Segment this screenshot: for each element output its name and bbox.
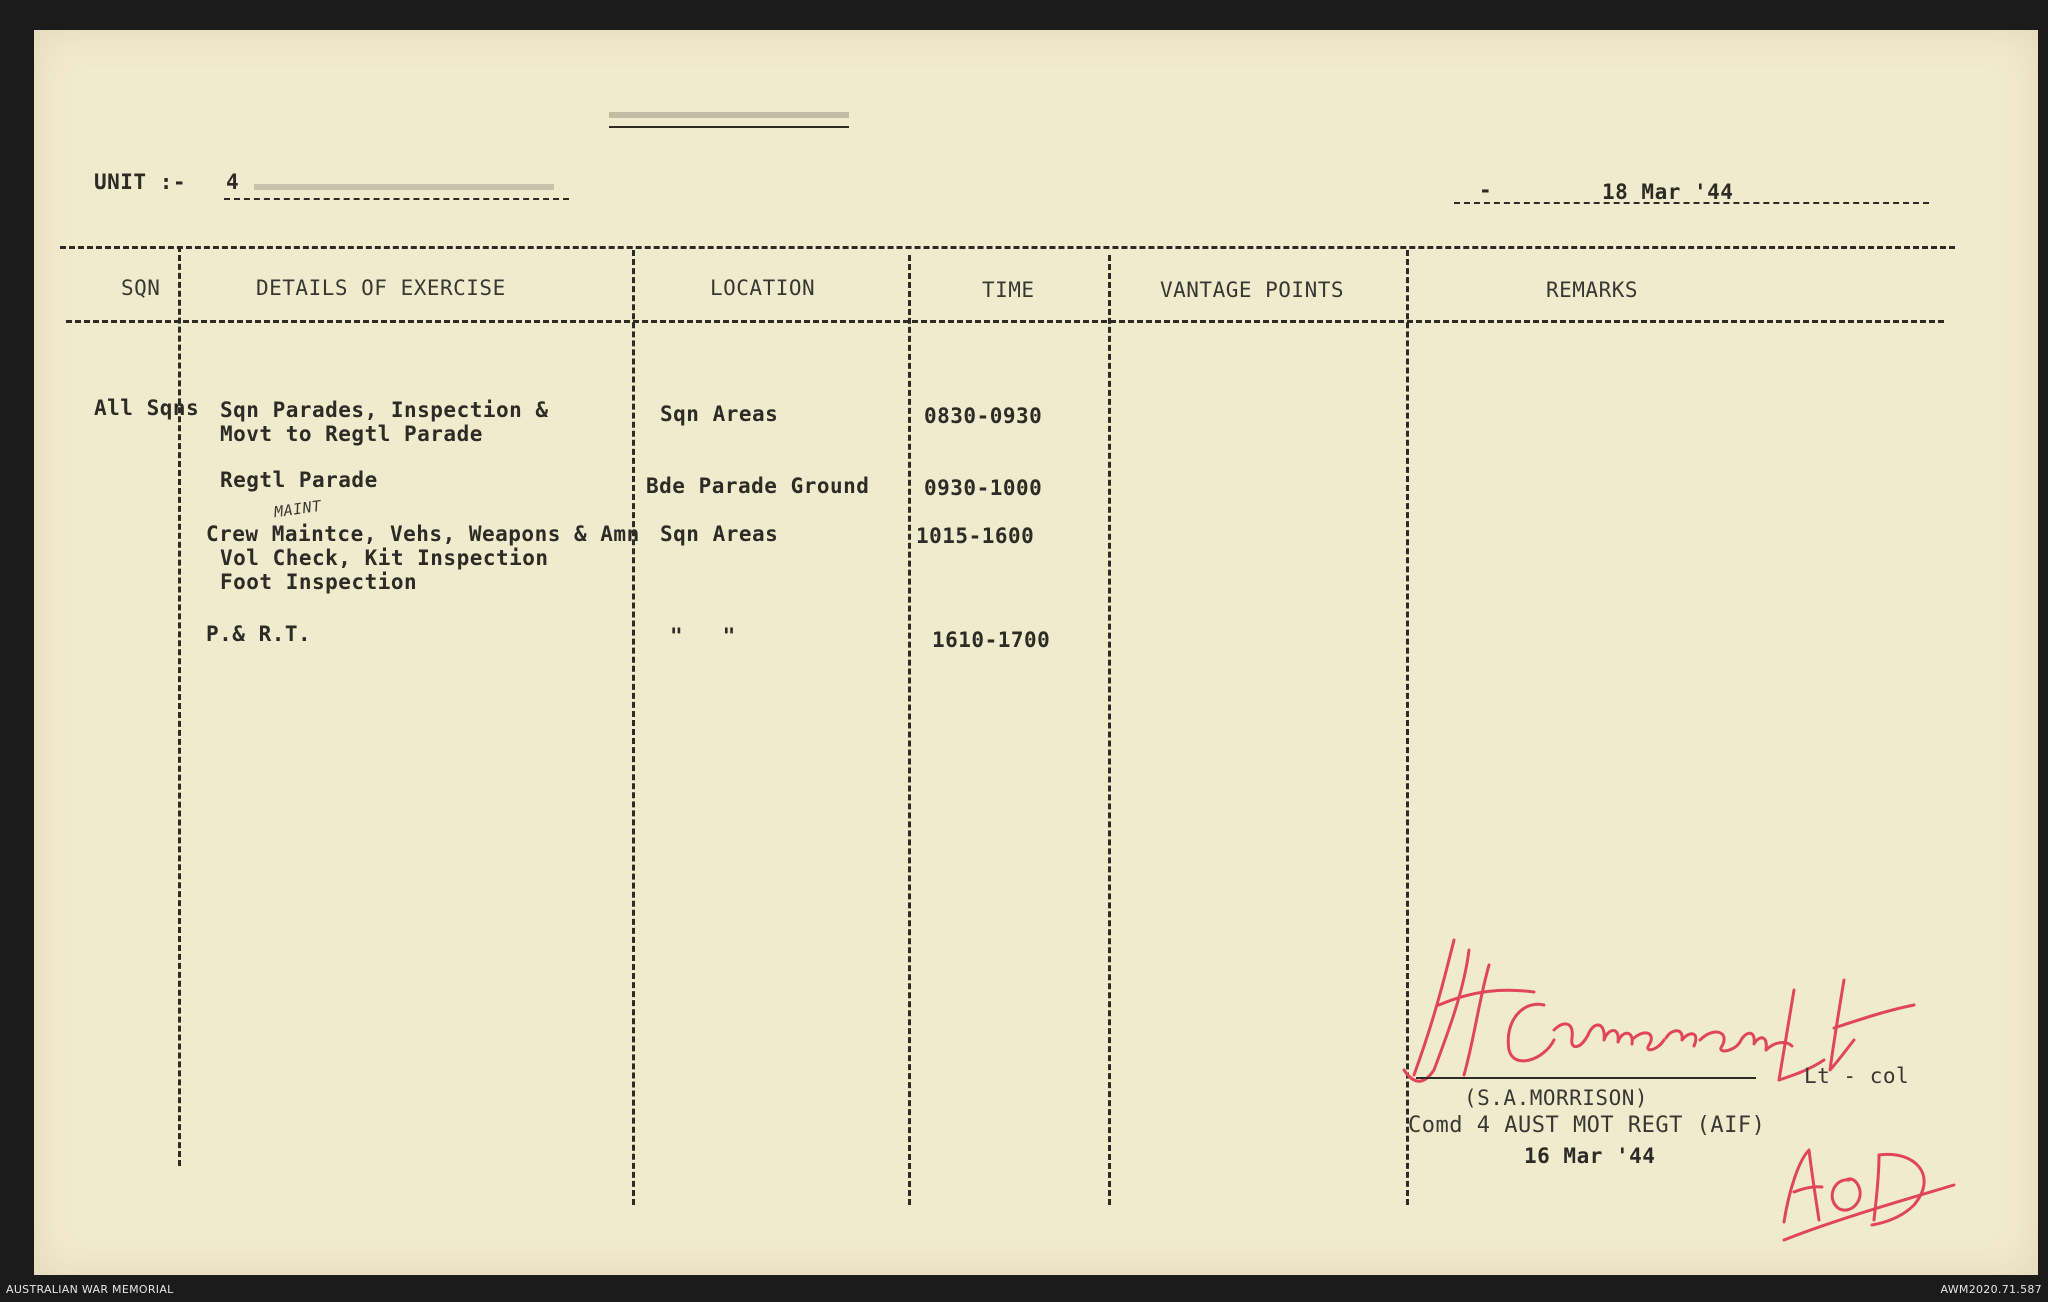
column-divider-3 [908, 255, 911, 1205]
row1-details-line2: Movt to Regtl Parade [220, 422, 483, 446]
signature-date: 16 Mar '44 [1524, 1144, 1656, 1168]
table-top-rule [60, 246, 1955, 249]
header-location: LOCATION [710, 276, 816, 300]
date-prefix: - [1479, 178, 1493, 202]
row1-location: Sqn Areas [660, 402, 779, 426]
table-header-rule [66, 320, 1944, 323]
unit-label: UNIT :- [94, 170, 187, 194]
row4-details-line1: P.& R.T. [206, 622, 312, 646]
row2-details-line1: Regtl Parade [220, 468, 378, 492]
column-divider-4 [1108, 255, 1111, 1205]
red-initials [1754, 1130, 1974, 1240]
obscured-unit-text [254, 184, 554, 190]
header-time: TIME [982, 278, 1035, 302]
obscured-title [609, 112, 849, 118]
row3-handwritten-insert: MAINT [272, 496, 323, 522]
row3-location: Sqn Areas [660, 522, 779, 546]
row4-location: " " [670, 624, 736, 648]
date-value: 18 Mar '44 [1602, 180, 1734, 204]
row3-time: 1015-1600 [916, 524, 1035, 548]
unit-value: 4 [226, 170, 240, 194]
signature-appointment: Comd 4 AUST MOT REGT (AIF) [1408, 1113, 1766, 1138]
document-sheet [34, 30, 2038, 1275]
row1-time: 0830-0930 [924, 404, 1043, 428]
signature-rank: Lt - col [1804, 1064, 1910, 1088]
row3-details-line2: Vol Check, Kit Inspection [220, 546, 549, 570]
unit-underline [224, 198, 569, 200]
header-sqn: SQN [121, 276, 161, 300]
signature-name: (S.A.MORRISON) [1464, 1086, 1649, 1110]
footer-right: AWM2020.71.587 [1940, 1283, 2042, 1296]
header-vantage-points: VANTAGE POINTS [1160, 278, 1345, 302]
column-divider-2 [632, 250, 635, 1205]
date-underline [1454, 202, 1929, 204]
title-underline [609, 126, 849, 128]
row2-location: Bde Parade Ground [646, 474, 870, 498]
row4-time: 1610-1700 [932, 628, 1051, 652]
signature-line [1416, 1077, 1756, 1079]
footer-left: AUSTRALIAN WAR MEMORIAL [6, 1283, 174, 1296]
header-details: DETAILS OF EXERCISE [256, 276, 506, 300]
row2-time: 0930-1000 [924, 476, 1043, 500]
row3-details-line1: Crew Maintce, Vehs, Weapons & Amn [206, 522, 640, 546]
header-remarks: REMARKS [1546, 278, 1639, 302]
row3-details-line3: Foot Inspection [220, 570, 418, 594]
row1-details-line1: Sqn Parades, Inspection & [220, 398, 549, 422]
column-divider-1 [178, 246, 181, 1166]
row1-sqn: All Sqns [94, 396, 200, 420]
